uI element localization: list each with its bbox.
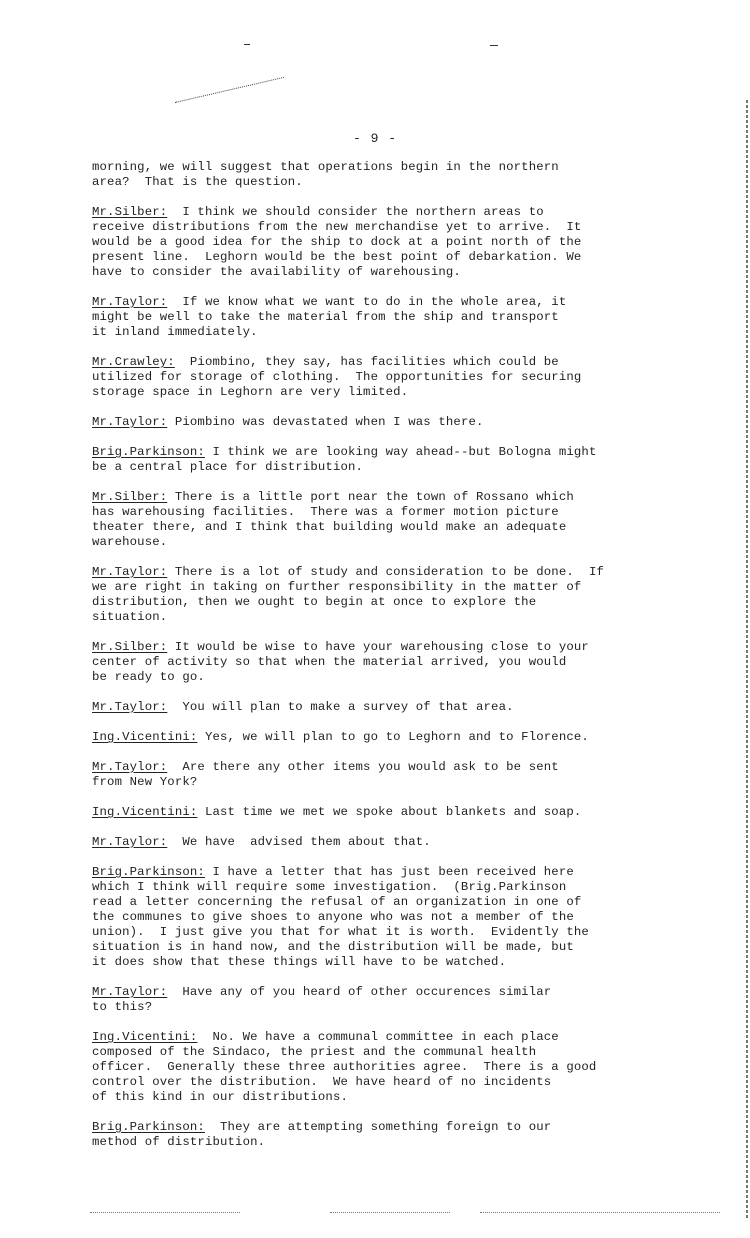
text-line: officer. Generally these three authorities agree. There is a good xyxy=(92,1060,597,1074)
speaker-name: Mr.Taylor: xyxy=(92,760,168,774)
text-line: be ready to go. xyxy=(92,670,205,684)
pen-stroke-mark xyxy=(175,77,285,104)
scan-dash-mark xyxy=(490,45,498,46)
paragraph-silber xyxy=(92,205,712,280)
text-line: I think we should consider the northern areas to xyxy=(167,205,544,219)
speaker-name: Mr.Taylor: xyxy=(92,700,168,714)
text-line: the communes to give shoes to anyone who was not a member of the xyxy=(92,910,574,924)
paragraph-taylor xyxy=(92,415,712,430)
speaker-name: Mr.Silber: xyxy=(92,640,168,654)
page-number: - 9 - xyxy=(352,131,397,146)
speaker-name: Mr.Silber: xyxy=(92,490,168,504)
text-line: it inland immediately. xyxy=(92,325,258,339)
text-line: utilized for storage of clothing. The opportunities for securing xyxy=(92,370,582,384)
text-line: storage space in Leghorn are very limited. xyxy=(92,385,409,399)
text-line: might be well to take the material from the ship and transport xyxy=(92,310,559,324)
text-line: of this kind in our distributions. xyxy=(92,1090,348,1104)
text-line: They are attempting something foreign to our xyxy=(204,1120,552,1134)
paragraph-continuation xyxy=(92,160,712,190)
scan-noise-line xyxy=(90,1212,240,1214)
text-line: morning, we will suggest that operations begin in the northern xyxy=(92,160,559,174)
speaker-name: Brig.Parkinson: xyxy=(92,445,205,459)
text-line: center of activity so that when the material arrived, you would xyxy=(92,655,567,669)
text-line: to this? xyxy=(92,1000,153,1014)
speaker-name: Mr.Taylor: xyxy=(92,985,168,999)
speaker-name: Ing.Vicentini: xyxy=(92,805,198,819)
paragraph-silber xyxy=(92,640,712,685)
speaker-name: Ing.Vicentini: xyxy=(92,730,198,744)
paragraph-crawley xyxy=(92,355,712,400)
speaker-name: Brig.Parkinson: xyxy=(92,1120,205,1134)
text-line: theater there, and I think that building would make an adequate xyxy=(92,520,567,534)
text-line: warehouse. xyxy=(92,535,168,549)
speaker-name: Ing.Vicentini: xyxy=(92,1030,198,1044)
text-line: I have a letter that has just been received here xyxy=(204,865,574,879)
text-line: You will plan to make a survey of that area. xyxy=(167,700,514,714)
text-line: Are there any other items you would ask to be sent xyxy=(167,760,559,774)
paragraph-taylor xyxy=(92,700,712,715)
text-line: It would be wise to have your warehousing close to your xyxy=(167,640,589,654)
speaker-name: Mr.Taylor: xyxy=(92,565,168,579)
text-line: would be a good idea for the ship to dock at a point north of the xyxy=(92,235,582,249)
text-line: Last time we met we spoke about blankets and soap. xyxy=(197,805,582,819)
speaker-name: Mr.Taylor: xyxy=(92,295,168,309)
transcript-body xyxy=(92,160,712,1165)
text-line: Piombino, they say, has facilities which could be xyxy=(174,355,559,369)
paragraph-parkinson xyxy=(92,865,712,970)
speaker-name: Brig.Parkinson: xyxy=(92,865,205,879)
text-line: has warehousing facilities. There was a former motion picture xyxy=(92,505,559,519)
paragraph-parkinson xyxy=(92,1120,712,1150)
text-line: it does show that these things will have to be watched. xyxy=(92,955,507,969)
text-line: There is a lot of study and consideration to be done. If xyxy=(167,565,604,579)
text-line: method of distribution. xyxy=(92,1135,266,1149)
text-line: I think we are looking way ahead--but Bologna might xyxy=(204,445,597,459)
paragraph-silber xyxy=(92,490,712,550)
text-line: we are right in taking on further responsibility in the matter of xyxy=(92,580,582,594)
page-edge-shadow xyxy=(746,100,748,1220)
scan-noise-line xyxy=(330,1212,450,1214)
text-line: from New York? xyxy=(92,775,198,789)
text-line: Piombino was devastated when I was there. xyxy=(167,415,484,429)
text-line: composed of the Sindaco, the priest and the communal health xyxy=(92,1045,537,1059)
paragraph-taylor xyxy=(92,760,712,790)
text-line: receive distributions from the new merchandise yet to arrive. It xyxy=(92,220,582,234)
paragraph-taylor xyxy=(92,835,712,850)
scan-dash-mark xyxy=(244,44,250,45)
speaker-name: Mr.Crawley: xyxy=(92,355,175,369)
paragraph-vicentini xyxy=(92,730,712,745)
text-line: read a letter concerning the refusal of an organization in one of xyxy=(92,895,582,909)
speaker-name: Mr.Taylor: xyxy=(92,415,168,429)
text-line: situation is in hand now, and the distribution will be made, but xyxy=(92,940,574,954)
paragraph-taylor xyxy=(92,565,712,625)
text-line: distribution, then we ought to begin at once to explore the xyxy=(92,595,537,609)
text-line: No. We have a communal committee in each place xyxy=(197,1030,559,1044)
speaker-name: Mr.Silber: xyxy=(92,205,168,219)
paragraph-vicentini xyxy=(92,1030,712,1105)
text-line: present line. Leghorn would be the best point of debarkation. We xyxy=(92,250,582,264)
scan-noise-line xyxy=(480,1212,720,1214)
text-line: Yes, we will plan to go to Leghorn and to Florence. xyxy=(197,730,589,744)
text-line: There is a little port near the town of Rossano which xyxy=(167,490,574,504)
text-line: If we know what we want to do in the whole area, it xyxy=(167,295,567,309)
text-line: which I think will require some investigation. (Brig.Parkinson xyxy=(92,880,567,894)
text-line: situation. xyxy=(92,610,168,624)
speaker-name: Mr.Taylor: xyxy=(92,835,168,849)
paragraph-taylor xyxy=(92,295,712,340)
text-line: union). I just give you that for what it is worth. Evidently the xyxy=(92,925,589,939)
text-line: be a central place for distribution. xyxy=(92,460,364,474)
text-line: control over the distribution. We have heard of no incidents xyxy=(92,1075,552,1089)
text-line: area? That is the question. xyxy=(92,175,303,189)
text-line: have to consider the availability of warehousing. xyxy=(92,265,461,279)
paragraph-vicentini xyxy=(92,805,712,820)
text-line: Have any of you heard of other occurences similar xyxy=(167,985,552,999)
paragraph-taylor xyxy=(92,985,712,1015)
text-line: We have advised them about that. xyxy=(167,835,431,849)
paragraph-parkinson xyxy=(92,445,712,475)
